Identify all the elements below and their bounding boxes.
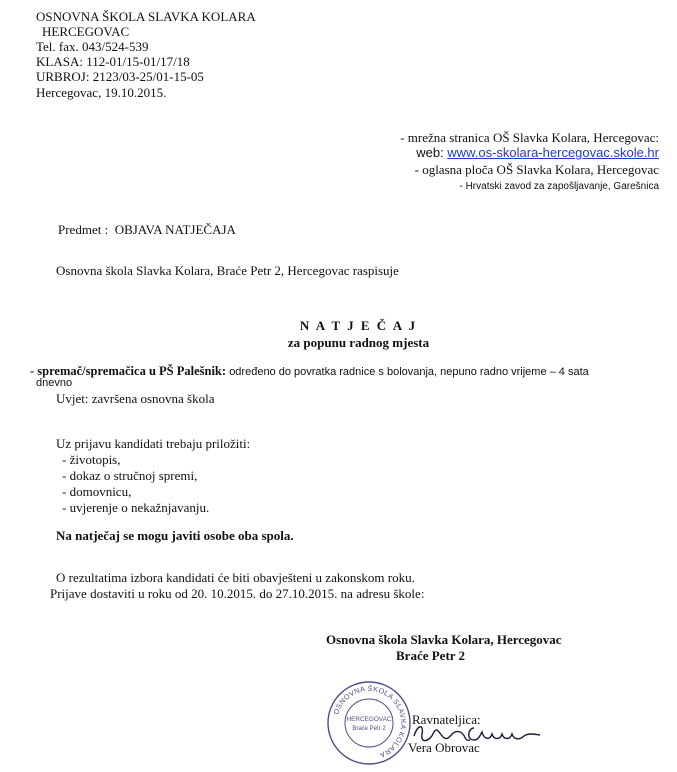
- document-item: - dokaz o stručnoj spremi,: [62, 468, 198, 483]
- web-link[interactable]: www.os-skolara-hercegovac.skole.hr: [447, 145, 659, 160]
- subject-value: OBJAVA NATJEČAJA: [114, 222, 236, 237]
- results-notice: O rezultatima izbora kandidati će biti obavješteni u zakonskom roku.: [56, 570, 415, 585]
- intro-text: Osnovna škola Slavka Kolara, Braće Petr 2, Hercegovac raspisuje: [56, 263, 399, 278]
- school-place: HERCEGOVAC: [42, 24, 130, 39]
- deadline-notice: Prijave dostaviti u roku od 20. 10.2015. do 27.10.2015. na adresu škole:: [50, 586, 425, 601]
- position-condition: Uvjet: završena osnovna škola: [56, 391, 215, 406]
- web-label: web:: [416, 145, 444, 160]
- klasa: KLASA: 112-01/15-01/17/18: [36, 54, 190, 69]
- position-terms: određeno do povratka radnice s bolovanja, nepuno radno vrijeme – 4 sata: [229, 366, 589, 378]
- stamp-place: HERCEGOVAC: [346, 716, 392, 723]
- signature-role: Ravnateljica:: [412, 712, 481, 727]
- stamp-inner-ring: [345, 699, 393, 747]
- recipient-website: - mrežna stranica OŠ Slavka Kolara, Hercegovac:: [400, 130, 659, 145]
- address-school: Osnovna škola Slavka Kolara, Hercegovac: [326, 632, 562, 647]
- document-item: - životopis,: [62, 452, 121, 467]
- place-date: Hercegovac, 19.10.2015.: [36, 85, 167, 100]
- doc-subtitle: za popunu radnog mjesta: [287, 335, 430, 350]
- documents-heading: Uz prijavu kandidati trebaju priložiti:: [56, 436, 251, 451]
- recipient-web-line: [416, 145, 659, 160]
- stamp-ring-text: OSNOVNA ŠKOLA SLAVKA KOLARA: [331, 683, 409, 760]
- position-name: - spremač/spremačica u PŠ Palešnik:: [30, 364, 227, 378]
- phone-fax: Tel. fax. 043/524-539: [36, 39, 149, 54]
- recipient-notice-board: - oglasna ploča OŠ Slavka Kolara, Hercegovac: [414, 162, 659, 177]
- position-terms-cont: dnevno: [36, 377, 73, 389]
- school-name: OSNOVNA ŠKOLA SLAVKA KOLARA: [36, 9, 256, 24]
- doc-title: N A T J E Č A J: [299, 318, 418, 333]
- school-stamp: [326, 680, 412, 766]
- stamp-outer-ring: [328, 682, 410, 764]
- subject-label: Predmet :: [58, 222, 109, 237]
- document-item: - domovnicu,: [62, 484, 132, 499]
- recipient-employment-office: - Hrvatski zavod za zapošljavanje, Garešnica: [459, 181, 659, 192]
- address-street: Braće Petr 2: [396, 648, 466, 663]
- urbroj: URBROJ: 2123/03-25/01-15-05: [36, 69, 204, 84]
- notice-both-sexes: Na natječaj se mogu javiti osobe oba spola.: [56, 528, 294, 543]
- position-line: [30, 364, 589, 380]
- document-item: - uvjerenje o nekažnjavanju.: [62, 500, 210, 515]
- stamp-street: Braće Petr 2: [352, 726, 386, 732]
- subject-line: [58, 222, 236, 237]
- signature-name: Vera Obrovac: [408, 740, 480, 755]
